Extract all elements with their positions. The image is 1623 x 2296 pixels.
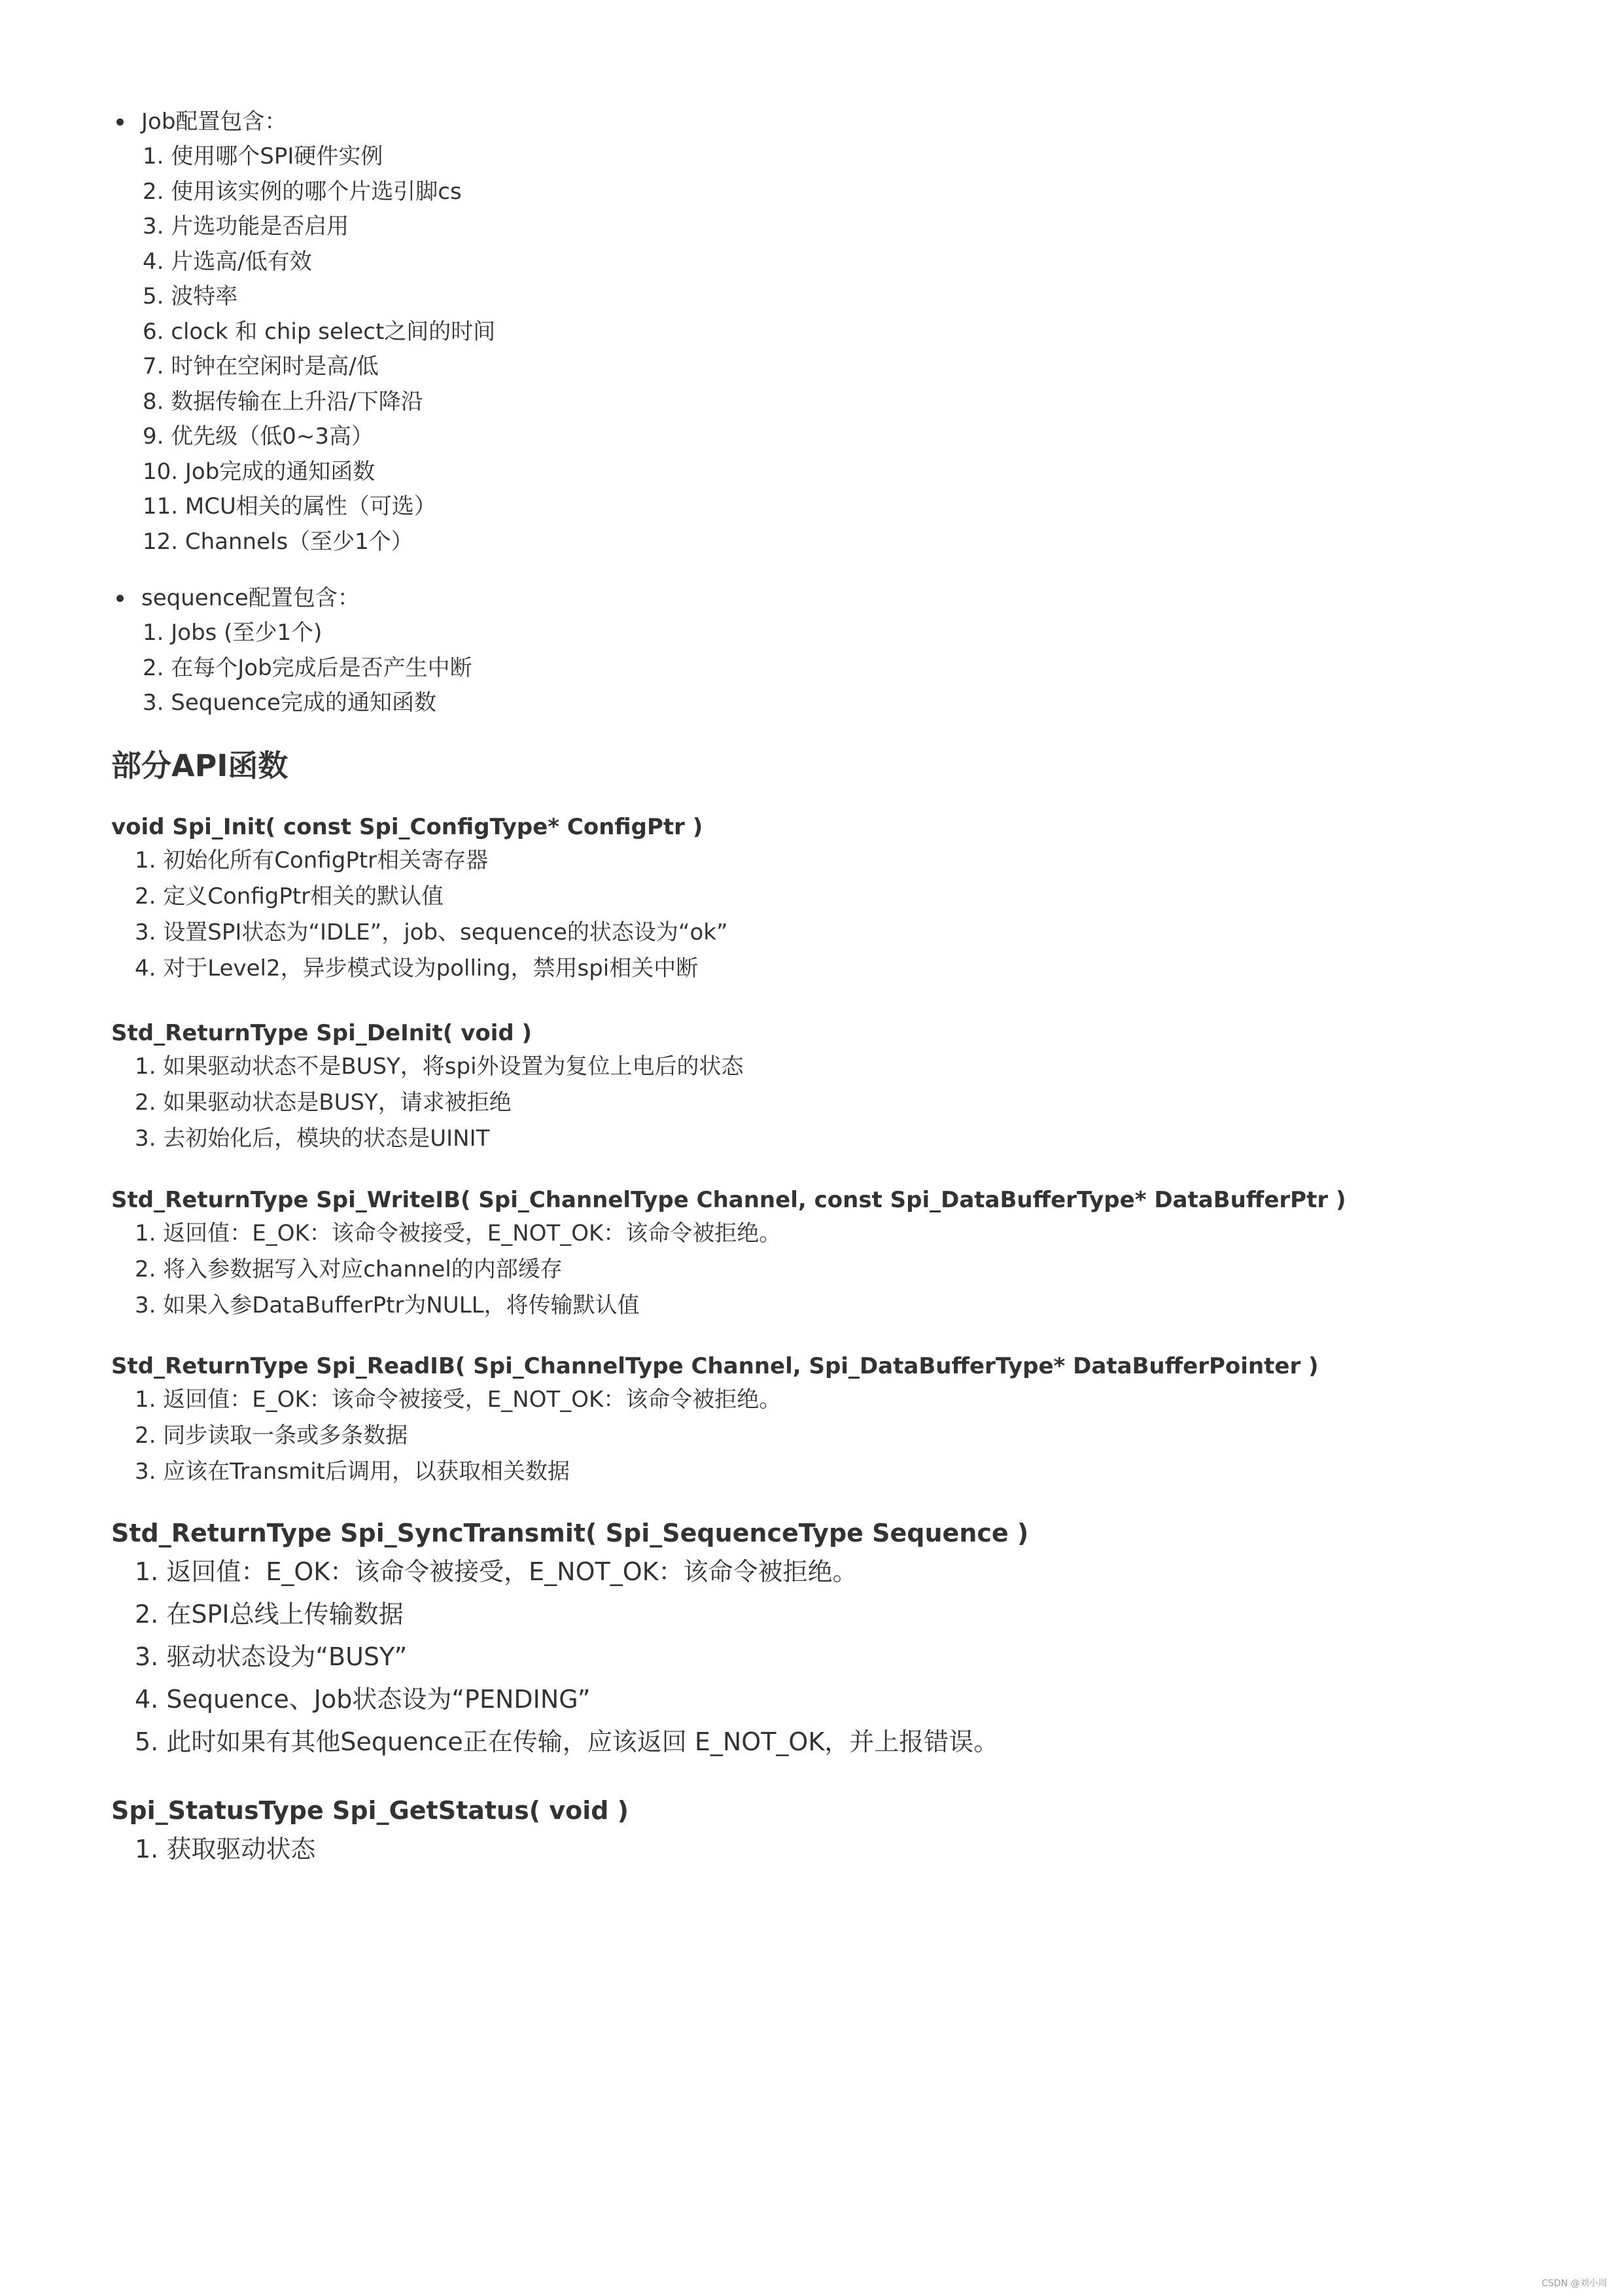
list-item: 2. 在每个Job完成后是否产生中断 [143,654,472,681]
bullet-dot-icon [116,118,124,126]
job-config-section [116,105,495,559]
func-signature: Std_ReturnType Spi_SyncTransmit( Spi_SequenceType Sequence ) [111,1519,1029,1547]
func-detail-list [135,1551,1028,1763]
list-item: 4. Sequence、Job状态设为“PENDING” [135,1685,591,1714]
job-config-heading-row [116,105,495,139]
list-item: 7. 时钟在空闲时是高/低 [143,353,379,380]
list-item: 6. clock 和 chip select之间的时间 [143,318,496,345]
list-item: 3. 驱动状态设为“BUSY” [135,1642,408,1671]
list-item: 12. Channels（至少1个） [143,528,413,555]
list-item: 8. 数据传输在上升沿/下降沿 [143,388,423,415]
list-item: 5. 此时如果有其他Sequence正在传输，应该返回 E_NOT_OK，并上报错误。 [135,1727,999,1756]
bullet-dot-icon [116,595,124,602]
job-config-list [143,139,495,559]
api-section-title: 部分API函数 [111,748,288,783]
list-item: 5. 波特率 [143,283,238,309]
list-item: 2. 在SPI总线上传输数据 [135,1600,404,1629]
job-config-heading: Job配置包含： [141,109,287,135]
list-item: 2. 同步读取一条或多条数据 [135,1422,408,1449]
sequence-config-heading-row [116,581,472,616]
func-signature: Spi_StatusType Spi_GetStatus( void ) [111,1796,629,1825]
list-item: 4. 片选高/低有效 [143,248,312,275]
func-signature: Std_ReturnType Spi_WriteIB( Spi_ChannelType Channel, const Spi_DataBufferType* DataBufferPtr ) [111,1187,1346,1213]
list-item: 1. 返回值：E_OK：该命令被接受，E_NOT_OK：该命令被拒绝。 [135,1557,858,1586]
list-item: 10. Job完成的通知函数 [143,458,375,485]
list-item: 1. 返回值：E_OK：该命令被接受，E_NOT_OK：该命令被拒绝。 [135,1220,782,1246]
list-item: 1. 返回值：E_OK：该命令被接受，E_NOT_OK：该命令被拒绝。 [135,1386,782,1413]
sequence-config-section [116,581,472,721]
list-item: 3. 设置SPI状态为“IDLE”，job、sequence的状态设为“ok” [135,919,728,945]
list-item: 1. 获取驱动状态 [135,1835,316,1863]
list-item: 2. 使用该实例的哪个片选引脚cs [143,178,462,205]
list-item: 2. 定义ConfigPtr相关的默认值 [135,883,444,910]
func-detail-list [135,1382,1319,1490]
list-item: 11. MCU相关的属性（可选） [143,493,436,520]
sequence-config-heading: sequence配置包含： [141,585,360,611]
func-spi-init [111,811,728,987]
list-item: 1. 初始化所有ConfigPtr相关寄存器 [135,847,489,874]
list-item: 1. 使用哪个SPI硬件实例 [143,143,383,169]
func-spi-deinit [111,1017,744,1157]
func-spi-readib [111,1351,1319,1490]
watermark: CSDN @刘小周 [1541,2278,1607,2289]
func-detail-list [135,1216,1346,1324]
list-item: 3. 应该在Transmit后调用，以获取相关数据 [135,1458,570,1485]
list-item: 3. 片选功能是否启用 [143,213,349,239]
func-signature: Std_ReturnType Spi_ReadIB( Spi_ChannelType Channel, Spi_DataBufferType* DataBufferPointer ) [111,1353,1319,1379]
list-item: 3. Sequence完成的通知函数 [143,690,436,716]
func-signature: void Spi_Init( const Spi_ConfigType* ConfigPtr ) [111,814,703,840]
func-detail-list [135,1828,629,1871]
list-item: 3. 如果入参DataBufferPtr为NULL，将传输默认值 [135,1292,640,1318]
list-item: 2. 如果驱动状态是BUSY，请求被拒绝 [135,1089,512,1116]
list-item: 2. 将入参数据写入对应channel的内部缓存 [135,1256,563,1282]
list-item: 9. 优先级（低0~3高） [143,423,374,450]
func-signature: Std_ReturnType Spi_DeInit( void ) [111,1020,532,1046]
func-spi-synctransmit [111,1515,1028,1763]
func-detail-list [135,1049,744,1157]
list-item: 1. 如果驱动状态不是BUSY，将spi外设置为复位上电后的状态 [135,1053,744,1080]
func-detail-list [135,843,728,987]
list-item: 4. 对于Level2，异步模式设为polling，禁用spi相关中断 [135,955,699,981]
list-item: 1. Jobs (至少1个) [143,620,323,646]
func-spi-writeib [111,1184,1346,1324]
func-spi-getstatus [111,1793,629,1871]
list-item: 3. 去初始化后，模块的状态是UINIT [135,1125,490,1152]
sequence-config-list [143,616,472,721]
